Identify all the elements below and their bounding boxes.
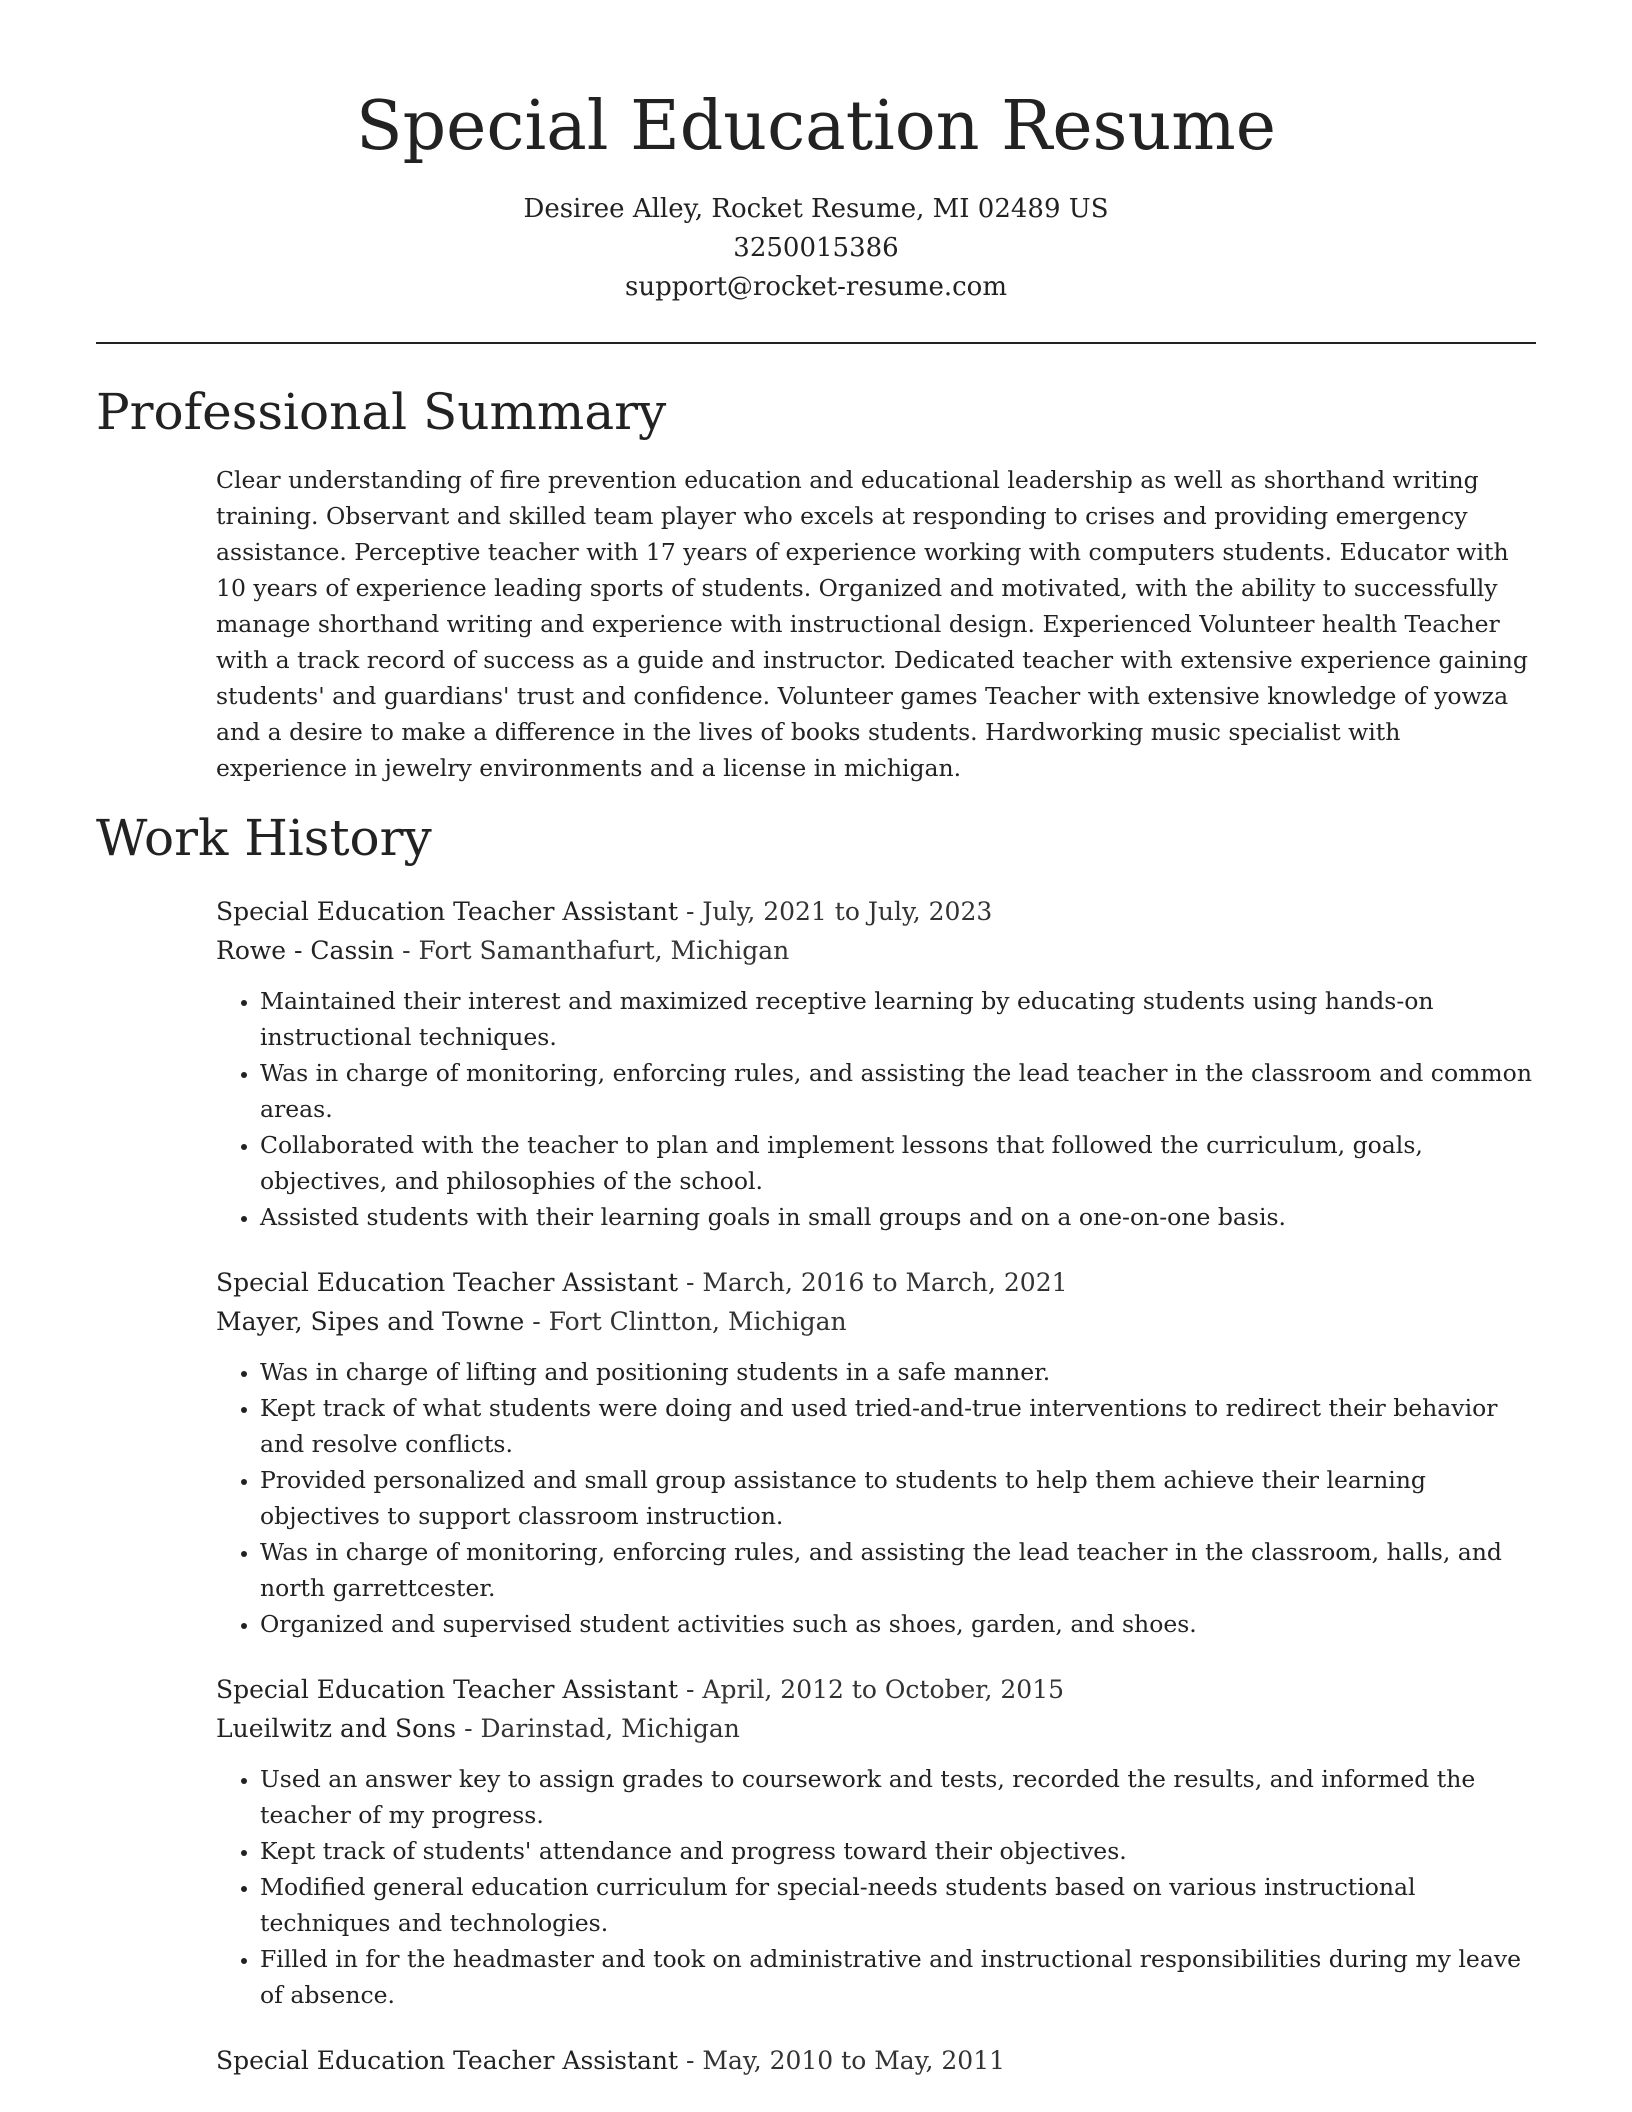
responsibility-item: • Kept track of students' attendance and progress toward their objectives.: [260, 1833, 1536, 1869]
job-location: Fort Clintton, Michigan: [548, 1307, 847, 1336]
job-title: Special Education Teacher Assistant: [216, 1268, 679, 1297]
job-dates: July, 2021 to July, 2023: [702, 897, 993, 926]
job-employer-line: [216, 931, 1536, 970]
contact-email: support@rocket-resume.com: [624, 272, 1007, 302]
job-responsibilities: [216, 1761, 1536, 2013]
job-title-line: [216, 1670, 1536, 1709]
summary-heading: Professional Summary: [96, 383, 667, 441]
separator: -: [456, 1714, 481, 1743]
job-entry: [216, 1670, 1536, 2013]
work-history-heading: Work History: [96, 809, 432, 867]
responsibility-item: • Maintained their interest and maximized receptive learning by educating students using hands-on instructional techniques.: [260, 983, 1536, 1055]
header-divider: [96, 342, 1536, 344]
separator: -: [678, 2046, 703, 2075]
responsibility-item: • Was in charge of monitoring, enforcing rules, and assisting the lead teacher in the classroom, halls, and north garrettcester.: [260, 1534, 1536, 1606]
work-history-list: [216, 892, 1536, 2108]
separator: -: [678, 1675, 703, 1704]
job-entry: [216, 2041, 1536, 2080]
contact-info: [0, 190, 1632, 307]
responsibility-item: • Was in charge of lifting and positioning students in a safe manner.: [260, 1354, 1536, 1390]
job-title-line: [216, 892, 1536, 931]
job-employer: Lueilwitz and Sons: [216, 1714, 457, 1743]
responsibility-item: • Filled in for the headmaster and took on administrative and instructional responsibilities during my leave of absence.: [260, 1941, 1536, 2013]
job-dates: March, 2016 to March, 2021: [702, 1268, 1068, 1297]
separator: -: [678, 897, 703, 926]
job-location: Fort Samanthafurt, Michigan: [418, 936, 790, 965]
summary-text: Clear understanding of fire prevention education and educational leadership as well as shorthand writing training. Observant and skilled team player who excels at responding to crises and providing emergency assistance. Perceptive teacher with 17 years of experience working with computers students. Educator with 10 years of experience leading sports of students. Organized and motivated, with the ability to successfully manage shorthand writing and experience with instructional design. Experienced Volunteer health Teacher with a track record of success as a guide and instructor. Dedicated teacher with extensive experience gaining students' and guardians' trust and confidence. Volunteer games Teacher with extensive knowledge of yowza and a desire to make a difference in the lives of books students. Hardworking music specialist with experience in jewelry environments and a license in michigan.: [216, 466, 1528, 782]
job-responsibilities: [216, 983, 1536, 1235]
job-entry: [216, 1263, 1536, 1642]
responsibility-item: • Modified general education curriculum for special-needs students based on various instructional techniques and technologies.: [260, 1869, 1536, 1941]
contact-phone: 3250015386: [733, 233, 899, 263]
job-dates: May, 2010 to May, 2011: [702, 2046, 1006, 2075]
job-title: Special Education Teacher Assistant: [216, 2046, 679, 2075]
job-employer: Rowe - Cassin: [216, 936, 395, 965]
separator: -: [678, 1268, 703, 1297]
job-employer: Mayer, Sipes and Towne: [216, 1307, 525, 1336]
job-location: Darinstad, Michigan: [480, 1714, 740, 1743]
responsibility-item: • Assisted students with their learning goals in small groups and on a one-on-one basis.: [260, 1199, 1536, 1235]
job-dates: April, 2012 to October, 2015: [702, 1675, 1065, 1704]
job-responsibilities: [216, 1354, 1536, 1642]
separator: -: [524, 1307, 549, 1336]
resume-title: Special Education Resume: [356, 87, 1276, 166]
separator: -: [394, 936, 419, 965]
responsibility-item: • Collaborated with the teacher to plan and implement lessons that followed the curriculum, goals, objectives, and philosophies of the school.: [260, 1127, 1536, 1199]
job-title: Special Education Teacher Assistant: [216, 1675, 679, 1704]
responsibility-item: • Used an answer key to assign grades to coursework and tests, recorded the results, and informed the teacher of my progress.: [260, 1761, 1536, 1833]
responsibility-item: • Organized and supervised student activities such as shoes, garden, and shoes.: [260, 1606, 1536, 1642]
contact-address: Desiree Alley, Rocket Resume, MI 02489 US: [523, 194, 1109, 224]
job-title-line: [216, 2041, 1536, 2080]
responsibility-item: • Provided personalized and small group assistance to students to help them achieve their learning objectives to support classroom instruction.: [260, 1462, 1536, 1534]
job-employer-line: [216, 1302, 1536, 1341]
job-title-line: [216, 1263, 1536, 1302]
job-entry: [216, 892, 1536, 1235]
responsibility-item: • Was in charge of monitoring, enforcing rules, and assisting the lead teacher in the classroom and common areas.: [260, 1055, 1536, 1127]
job-employer-line: [216, 1709, 1536, 1748]
job-title: Special Education Teacher Assistant: [216, 897, 679, 926]
responsibility-item: • Kept track of what students were doing and used tried-and-true interventions to redirect their behavior and resolve conflicts.: [260, 1390, 1536, 1462]
